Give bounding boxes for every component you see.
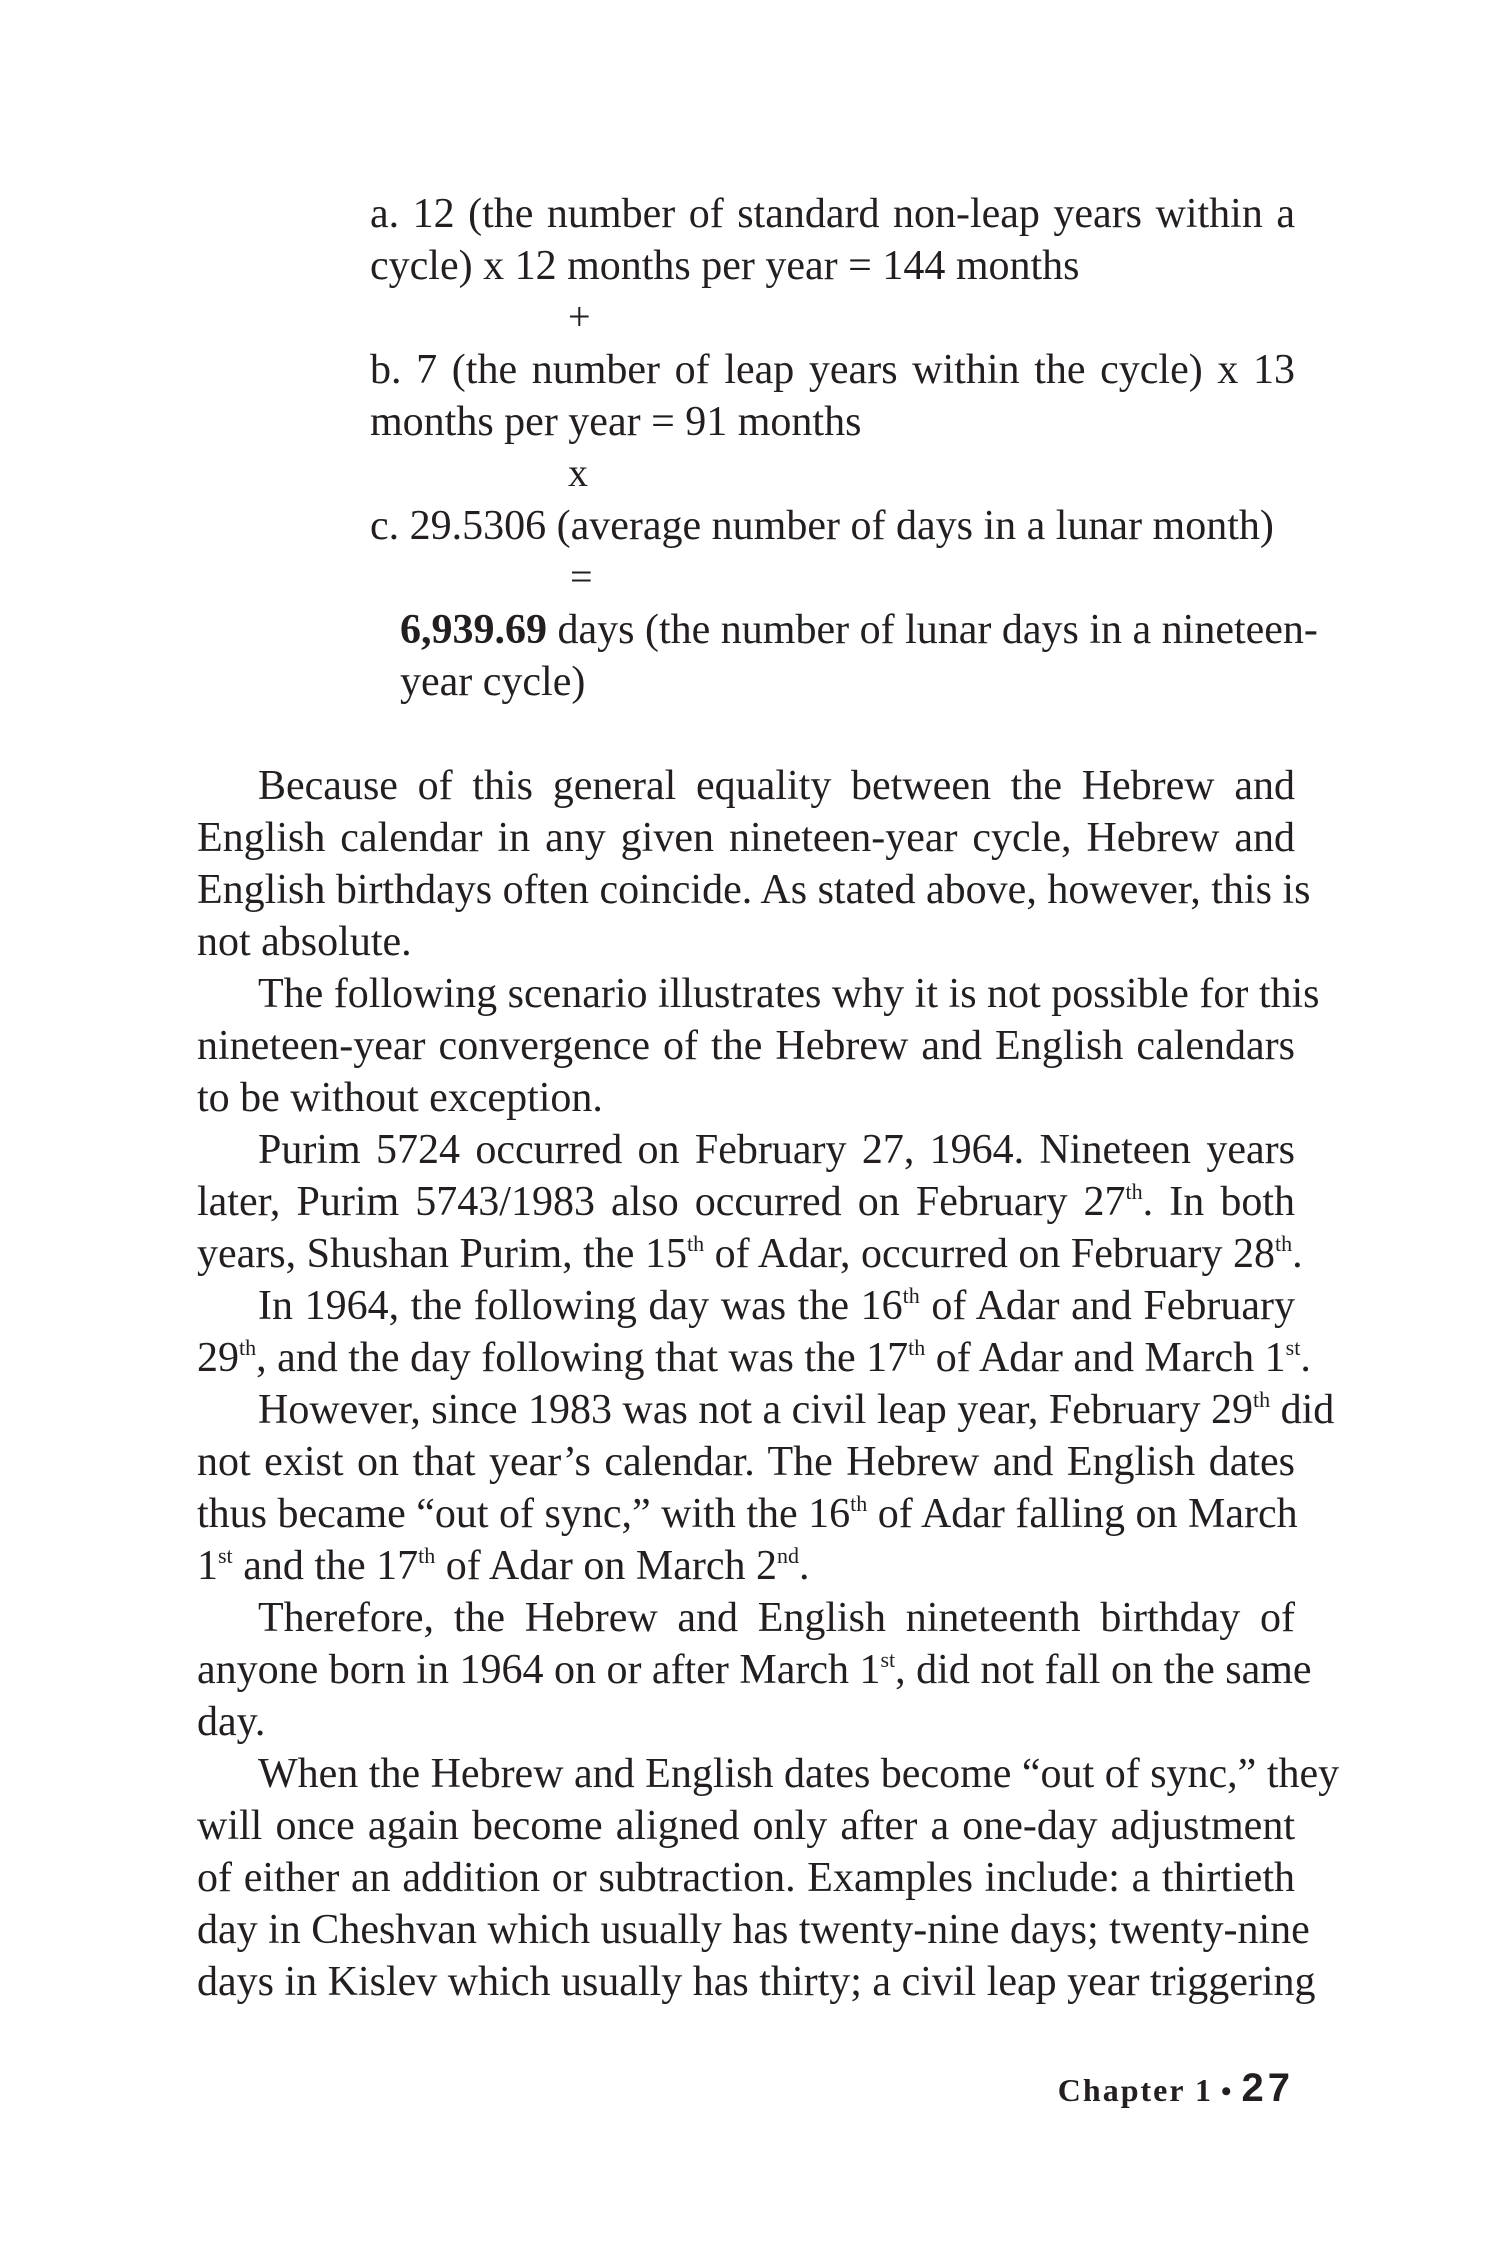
paragraph-6-line-3: day.	[197, 1699, 266, 1745]
calc-line-b1: b. 7 (the number of leap years within the cycle) x 13	[370, 347, 1295, 393]
page-footer	[1058, 2066, 1294, 2111]
ordinal-suffix: th	[686, 1231, 705, 1256]
paragraph-2-line-2: nineteen-year convergence of the Hebrew and English calendars	[197, 1023, 1295, 1069]
calc-equals-sign: =	[570, 554, 593, 599]
paragraph-7-line-2: will once again become aligned only after a one-day adjustment	[197, 1803, 1295, 1849]
text-run: of Adar, occurred on February 28	[704, 1231, 1276, 1277]
calc-plus-sign: +	[568, 294, 591, 339]
paragraph-5-line-1	[258, 1384, 1335, 1436]
paragraph-6-line-1: Therefore, the Hebrew and English nineteenth birthday of	[258, 1595, 1295, 1641]
paragraph-4-line-2	[197, 1332, 1311, 1384]
text-run: However, since 1983 was not a civil leap year, February 29	[258, 1387, 1253, 1433]
paragraph-1-line-3: English birthdays often coincide. As stated above, however, this is	[197, 867, 1311, 913]
calc-result-line2: year cycle)	[400, 659, 586, 705]
text-run: of Adar and March 1	[925, 1335, 1286, 1381]
text-run: .	[1292, 1231, 1303, 1277]
text-run: did	[1270, 1387, 1335, 1433]
paragraph-1-line-1: Because of this general equality between the Hebrew and	[258, 763, 1295, 809]
calc-line-c1: c. 29.5306 (average number of days in a lunar month)	[370, 503, 1274, 549]
ordinal-suffix: th	[908, 1335, 926, 1360]
text-run: anyone born in 1964 on or after March 1	[197, 1647, 881, 1693]
paragraph-7-line-5: days in Kislev which usually has thirty; a civil leap year triggering	[197, 1959, 1316, 2005]
calc-result-text: days (the number of lunar days in a nineteen-	[547, 607, 1318, 653]
paragraph-1-line-2: English calendar in any given nineteen-year cycle, Hebrew and	[197, 815, 1295, 861]
text-run: of Adar and February	[919, 1283, 1296, 1329]
paragraph-3-line-3	[197, 1228, 1303, 1280]
text-run: and the 17	[232, 1543, 419, 1589]
ordinal-suffix: th	[1125, 1179, 1143, 1204]
paragraph-7-line-4: day in Cheshvan which usually has twenty-nine days; twenty-nine	[197, 1907, 1310, 1953]
text-run: of Adar falling on March	[867, 1491, 1298, 1537]
bullet-separator: •	[1220, 2075, 1234, 2108]
text-run: . In both	[1142, 1179, 1295, 1225]
calc-times-sign: x	[568, 450, 588, 495]
calc-line-a1: a. 12 (the number of standard non-leap years within a	[370, 191, 1295, 237]
text-run: , and the day following that was the 17	[256, 1335, 909, 1381]
text-run: 1	[197, 1543, 218, 1589]
text-run: .	[1300, 1335, 1311, 1381]
text-run: years, Shushan Purim, the 15	[197, 1231, 687, 1277]
paragraph-5-line-2: not exist on that year’s calendar. The Hebrew and English dates	[197, 1439, 1295, 1485]
text-run: .	[799, 1543, 810, 1589]
calc-line-b2: months per year = 91 months	[370, 399, 862, 445]
text-run: later, Purim 5743/1983 also occurred on February 27	[197, 1179, 1126, 1225]
ordinal-suffix: st	[218, 1543, 233, 1568]
paragraph-7-line-1: When the Hebrew and English dates become “out of sync,” they	[258, 1751, 1340, 1797]
text-run: In 1964, the following day was the 16	[258, 1283, 903, 1329]
paragraph-2-line-1: The following scenario illustrates why it is not possible for this	[258, 971, 1320, 1017]
paragraph-5-line-4	[197, 1540, 1295, 1592]
ordinal-suffix: th	[1275, 1231, 1293, 1256]
paragraph-4-line-1	[258, 1280, 1295, 1332]
paragraph-6-line-2	[197, 1644, 1312, 1696]
ordinal-suffix: th	[902, 1283, 920, 1308]
ordinal-suffix: st	[880, 1647, 896, 1672]
paragraph-2-line-3: to be without exception.	[197, 1075, 603, 1121]
page-number: 27	[1241, 2066, 1294, 2110]
ordinal-suffix: nd	[777, 1543, 800, 1568]
ordinal-suffix: th	[1252, 1387, 1271, 1412]
paragraph-5-line-3	[197, 1488, 1298, 1540]
text-run: , did not fall on the same	[895, 1647, 1312, 1693]
calc-line-a2: cycle) x 12 months per year = 144 months	[370, 243, 1080, 289]
ordinal-suffix: st	[1285, 1335, 1301, 1360]
calc-result-line1	[400, 604, 1318, 656]
calc-result-value: 6,939.69	[400, 607, 547, 653]
ordinal-suffix: th	[239, 1335, 257, 1360]
text-run: thus became “out of sync,” with the 16	[197, 1491, 851, 1537]
paragraph-7-line-3: of either an addition or subtraction. Examples include: a thirtieth	[197, 1855, 1295, 1901]
ordinal-suffix: th	[418, 1543, 436, 1568]
text-run: 29	[197, 1335, 239, 1381]
ordinal-suffix: th	[850, 1491, 868, 1516]
text-run: of Adar on March 2	[435, 1543, 778, 1589]
paragraph-3-line-2	[197, 1176, 1295, 1228]
paragraph-3-line-1: Purim 5724 occurred on February 27, 1964. Nineteen years	[258, 1127, 1295, 1173]
chapter-label: Chapter 1	[1057, 2072, 1213, 2108]
paragraph-1-line-4: not absolute.	[197, 919, 412, 965]
